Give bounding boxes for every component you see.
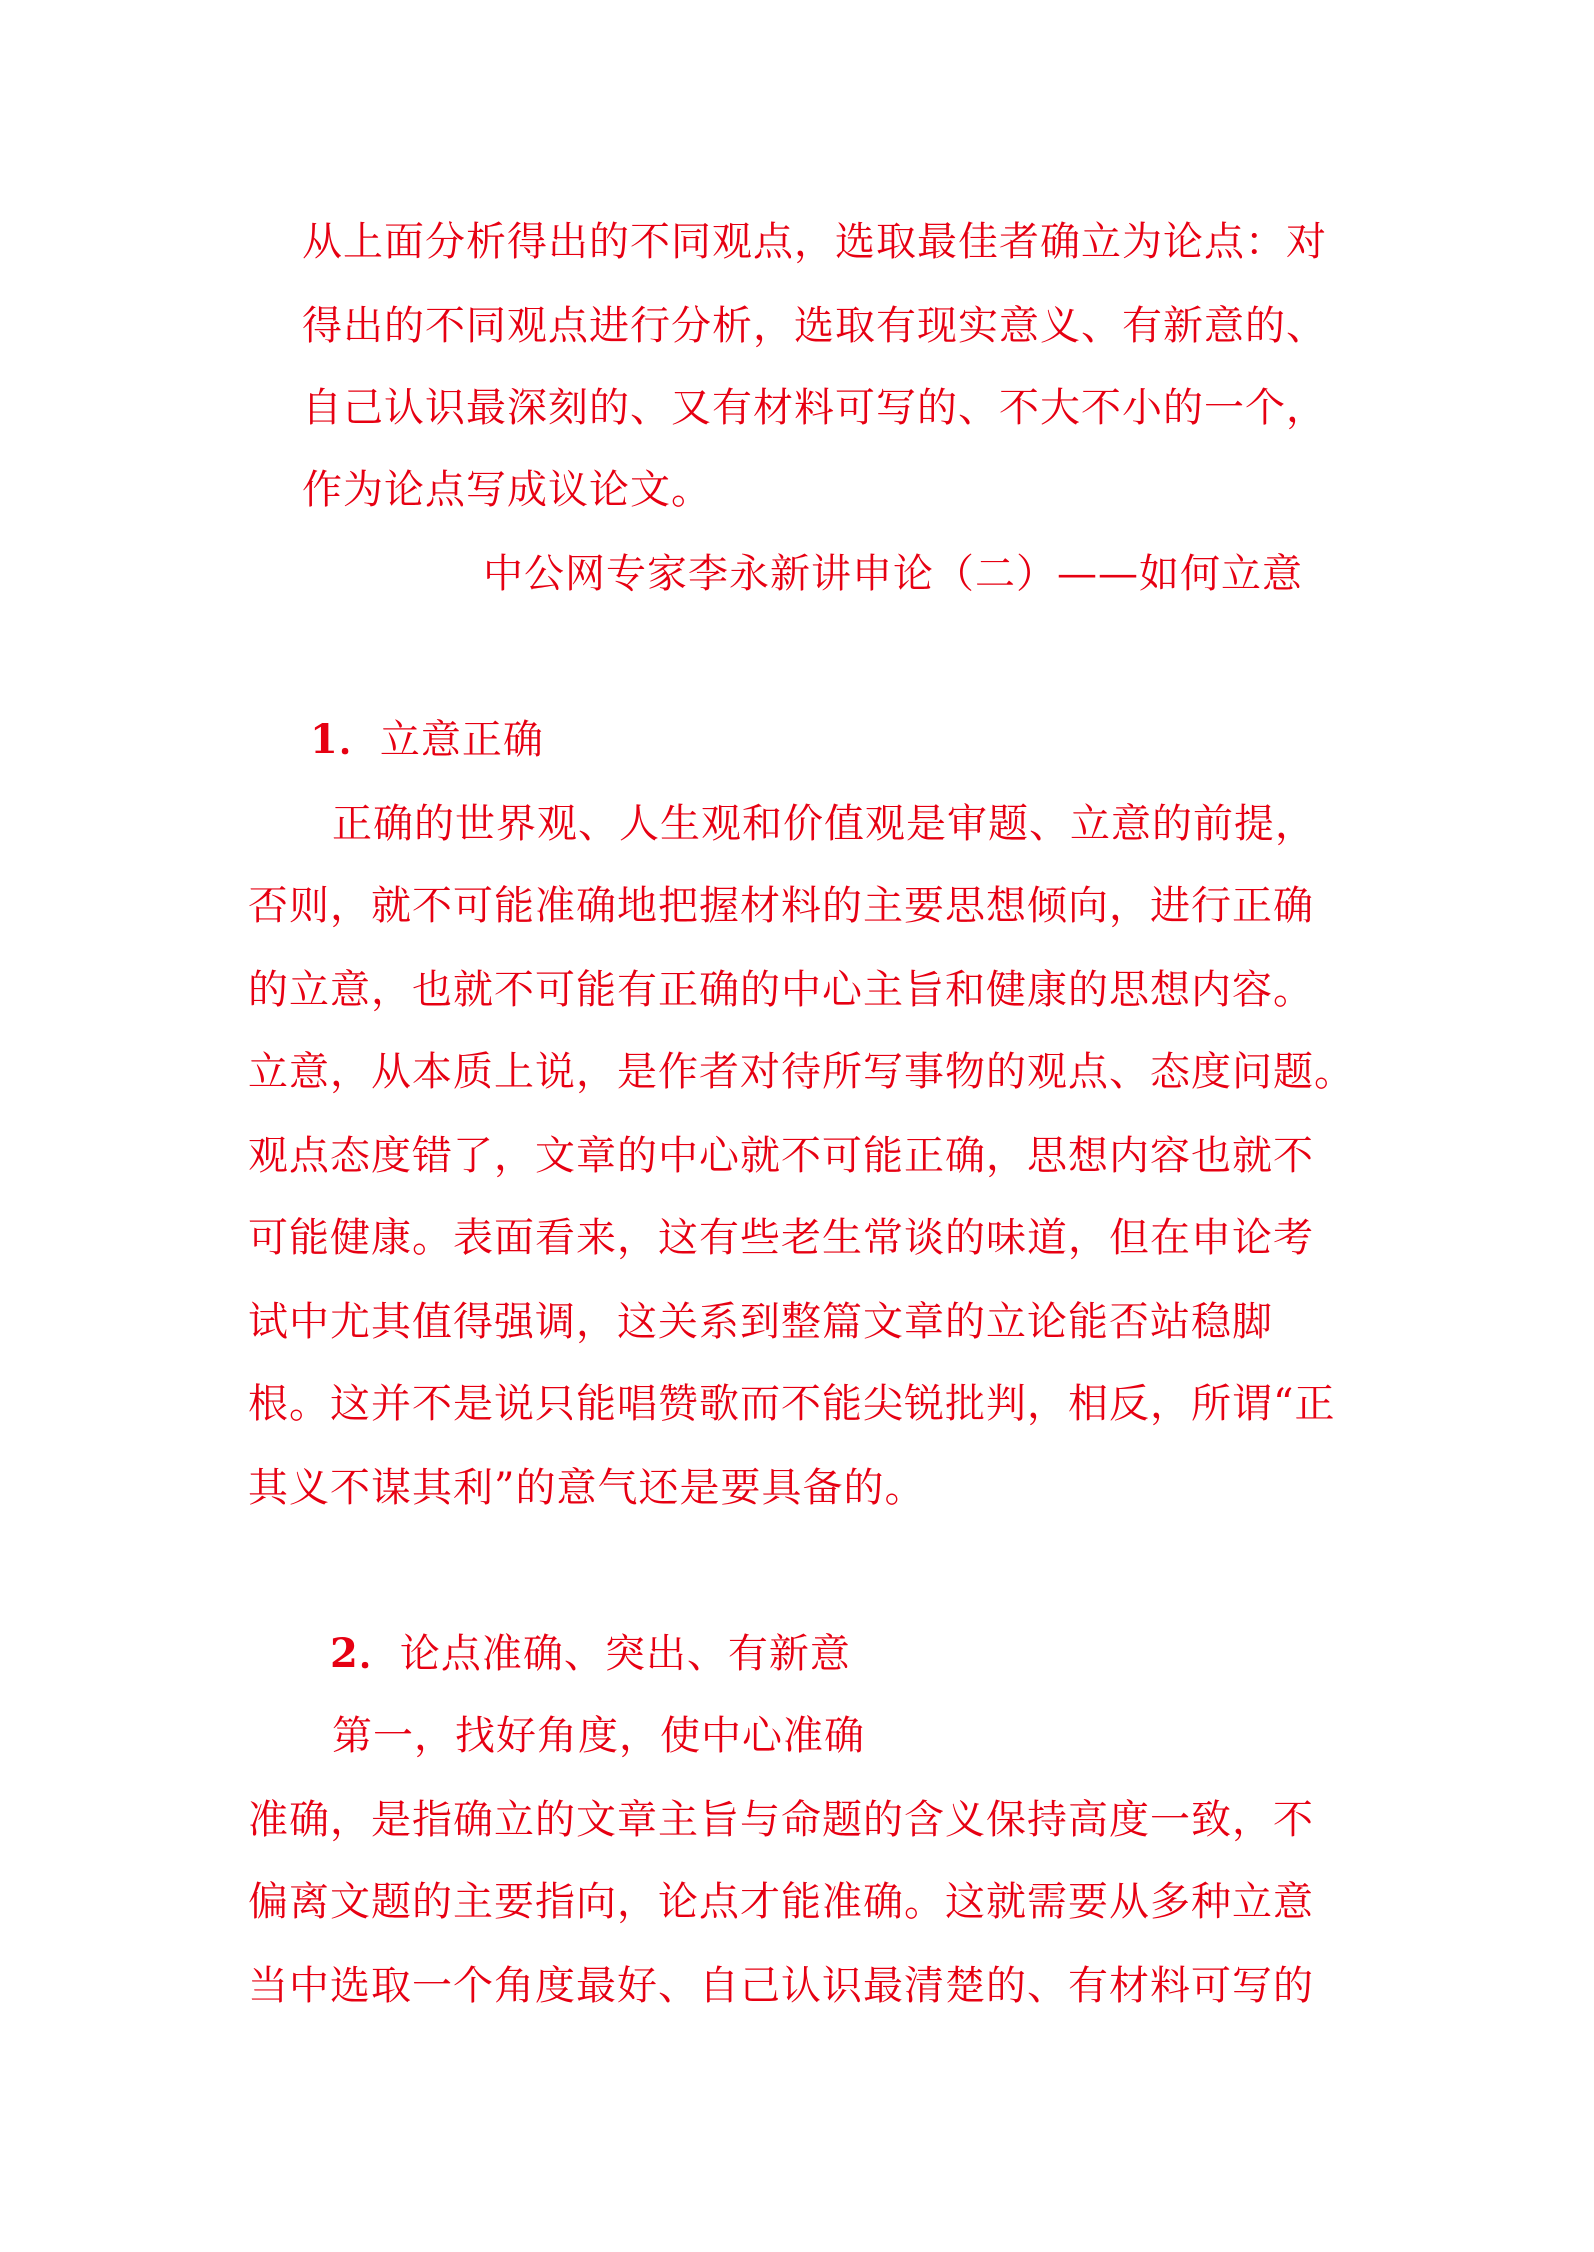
section1-line-4: 立意，从本质上说，是作者对待所写事物的观点、态度问题。: [248, 1049, 1355, 1095]
intro-line-4: 作为论点写成议论文。: [302, 467, 712, 513]
section1-line-8: 根。这并不是说只能唱赞歌而不能尖锐批判，相反，所谓“正: [248, 1381, 1336, 1427]
section2-line-1: 准确，是指确立的文章主旨与命题的含义保持高度一致，不: [248, 1797, 1314, 1843]
intro-line-1: 从上面分析得出的不同观点，选取最佳者确立为论点：对: [302, 219, 1327, 265]
section1-line-2: 否则，就不可能准确地把握材料的主要思想倾向，进行正确: [248, 883, 1314, 929]
section1-line-9: 其义不谋其利”的意气还是要具备的。: [248, 1465, 926, 1511]
section1-line-7: 试中尤其值得强调，这关系到整篇文章的立论能否站稳脚: [248, 1299, 1273, 1345]
intro-line-2: 得出的不同观点进行分析，选取有现实意义、有新意的、: [302, 303, 1327, 349]
section1-heading: [310, 716, 544, 764]
section2-title: 论点准确、突出、有新意: [399, 1631, 851, 1677]
section1-line-5: 观点态度错了，文章的中心就不可能正确，思想内容也就不: [248, 1133, 1314, 1179]
section1-number: 1．: [310, 716, 380, 763]
section2-line-2: 偏离文题的主要指向，论点才能准确。这就需要从多种立意: [248, 1879, 1314, 1925]
subtitle: 中公网专家李永新讲申论（二）——如何立意: [483, 551, 1303, 597]
section1-line-3: 的立意，也就不可能有正确的中心主旨和健康的思想内容。: [248, 967, 1314, 1013]
intro-line-3: 自己认识最深刻的、又有材料可写的、不大不小的一个，: [302, 385, 1327, 431]
section1-line-1: 正确的世界观、人生观和价值观是审题、立意的前提，: [332, 801, 1316, 847]
section1-line-6: 可能健康。表面看来，这有些老生常谈的味道，但在申论考: [248, 1215, 1314, 1261]
section2-subheading: 第一，找好角度，使中心准确: [332, 1713, 865, 1759]
section2-line-3: 当中选取一个角度最好、自己认识最清楚的、有材料可写的: [248, 1963, 1314, 2009]
section2-heading: [330, 1630, 851, 1678]
section1-title: 立意正确: [379, 717, 544, 763]
section2-number: 2．: [330, 1630, 400, 1677]
